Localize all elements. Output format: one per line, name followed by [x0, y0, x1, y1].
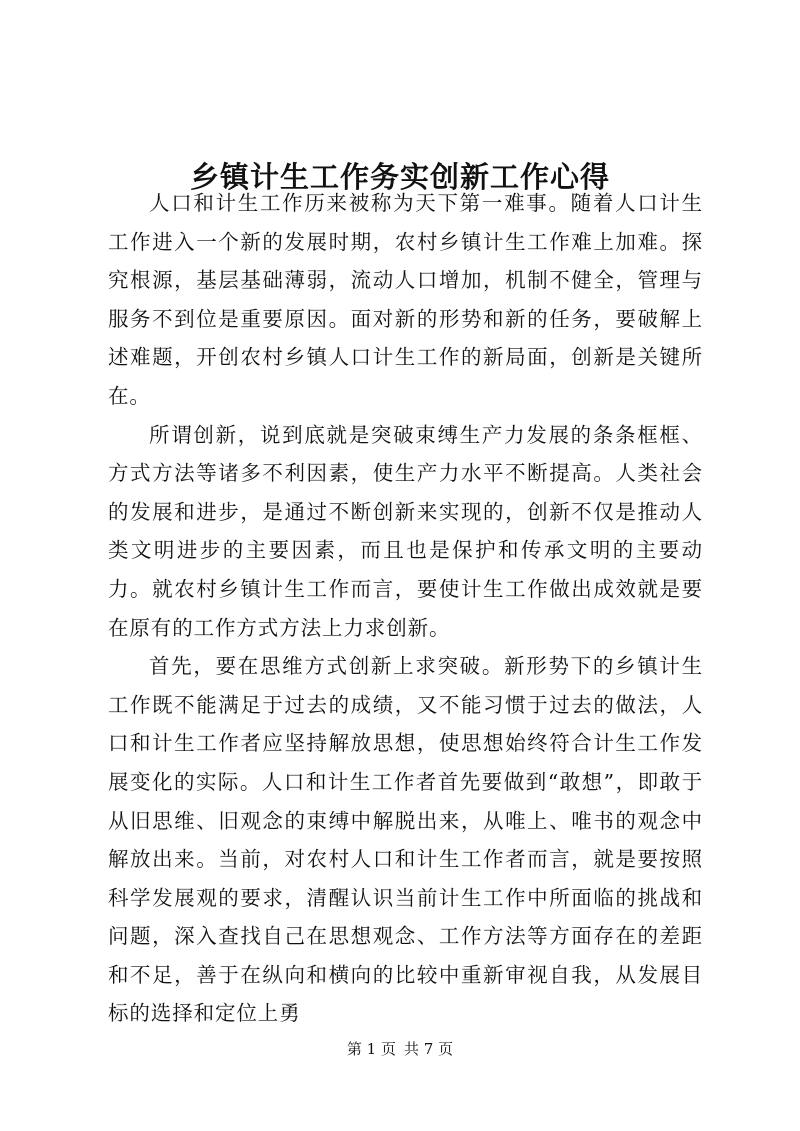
- page-total: 共 7 页: [404, 1040, 454, 1058]
- page-footer: [0, 1038, 800, 1060]
- page-number: 第 1 页: [346, 1040, 396, 1058]
- paragraph-1: 人口和计生工作历来被称为天下第一难事。随着人口计生工作进入一个新的发展时期，农村乡镇计生工作难上加难。探究根源，基层基础薄弱，流动人口增加，机制不健全，管理与服务不到位是重要原因。面对新的形势和新的任务，要破解上述难题，开创农村乡镇人口计生工作的新局面，创新是关键所在。: [108, 191, 703, 408]
- paragraph-2: 所谓创新，说到底就是突破束缚生产力发展的条条框框、方式方法等诸多不利因素，使生产力水平不断提高。人类社会的发展和进步，是通过不断创新来实现的，创新不仅是推动人类文明进步的主要因素，而且也是保护和传承文明的主要动力。就农村乡镇计生工作而言，要使计生工作做出成效就是要在原有的工作方式方法上力求创新。: [108, 422, 703, 640]
- paragraph-3: 首先，要在思维方式创新上求突破。新形势下的乡镇计生工作既不能满足于过去的成绩，又不能习惯于过去的做法，人口和计生工作者应坚持解放思想，使思想始终符合计生工作发展变化的实际。人口和计生工作者首先要做到“敢想”，即敢于从旧思维、旧观念的束缚中解脱出来，从唯上、唯书的观念中解放出来。当前，对农村人口和计生工作者而言，就是要按照科学发展观的要求，清醒认识当前计生工作中所面临的挑战和问题，深入查找自己在思想观念、工作方法等方面存在的差距和不足，善于在纵向和横向的比较中重新审视自我，从发展目标的选择和定位上勇: [108, 654, 703, 1026]
- document-body: [108, 184, 703, 1033]
- document-title: 乡镇计生工作务实创新工作心得: [189, 160, 610, 195]
